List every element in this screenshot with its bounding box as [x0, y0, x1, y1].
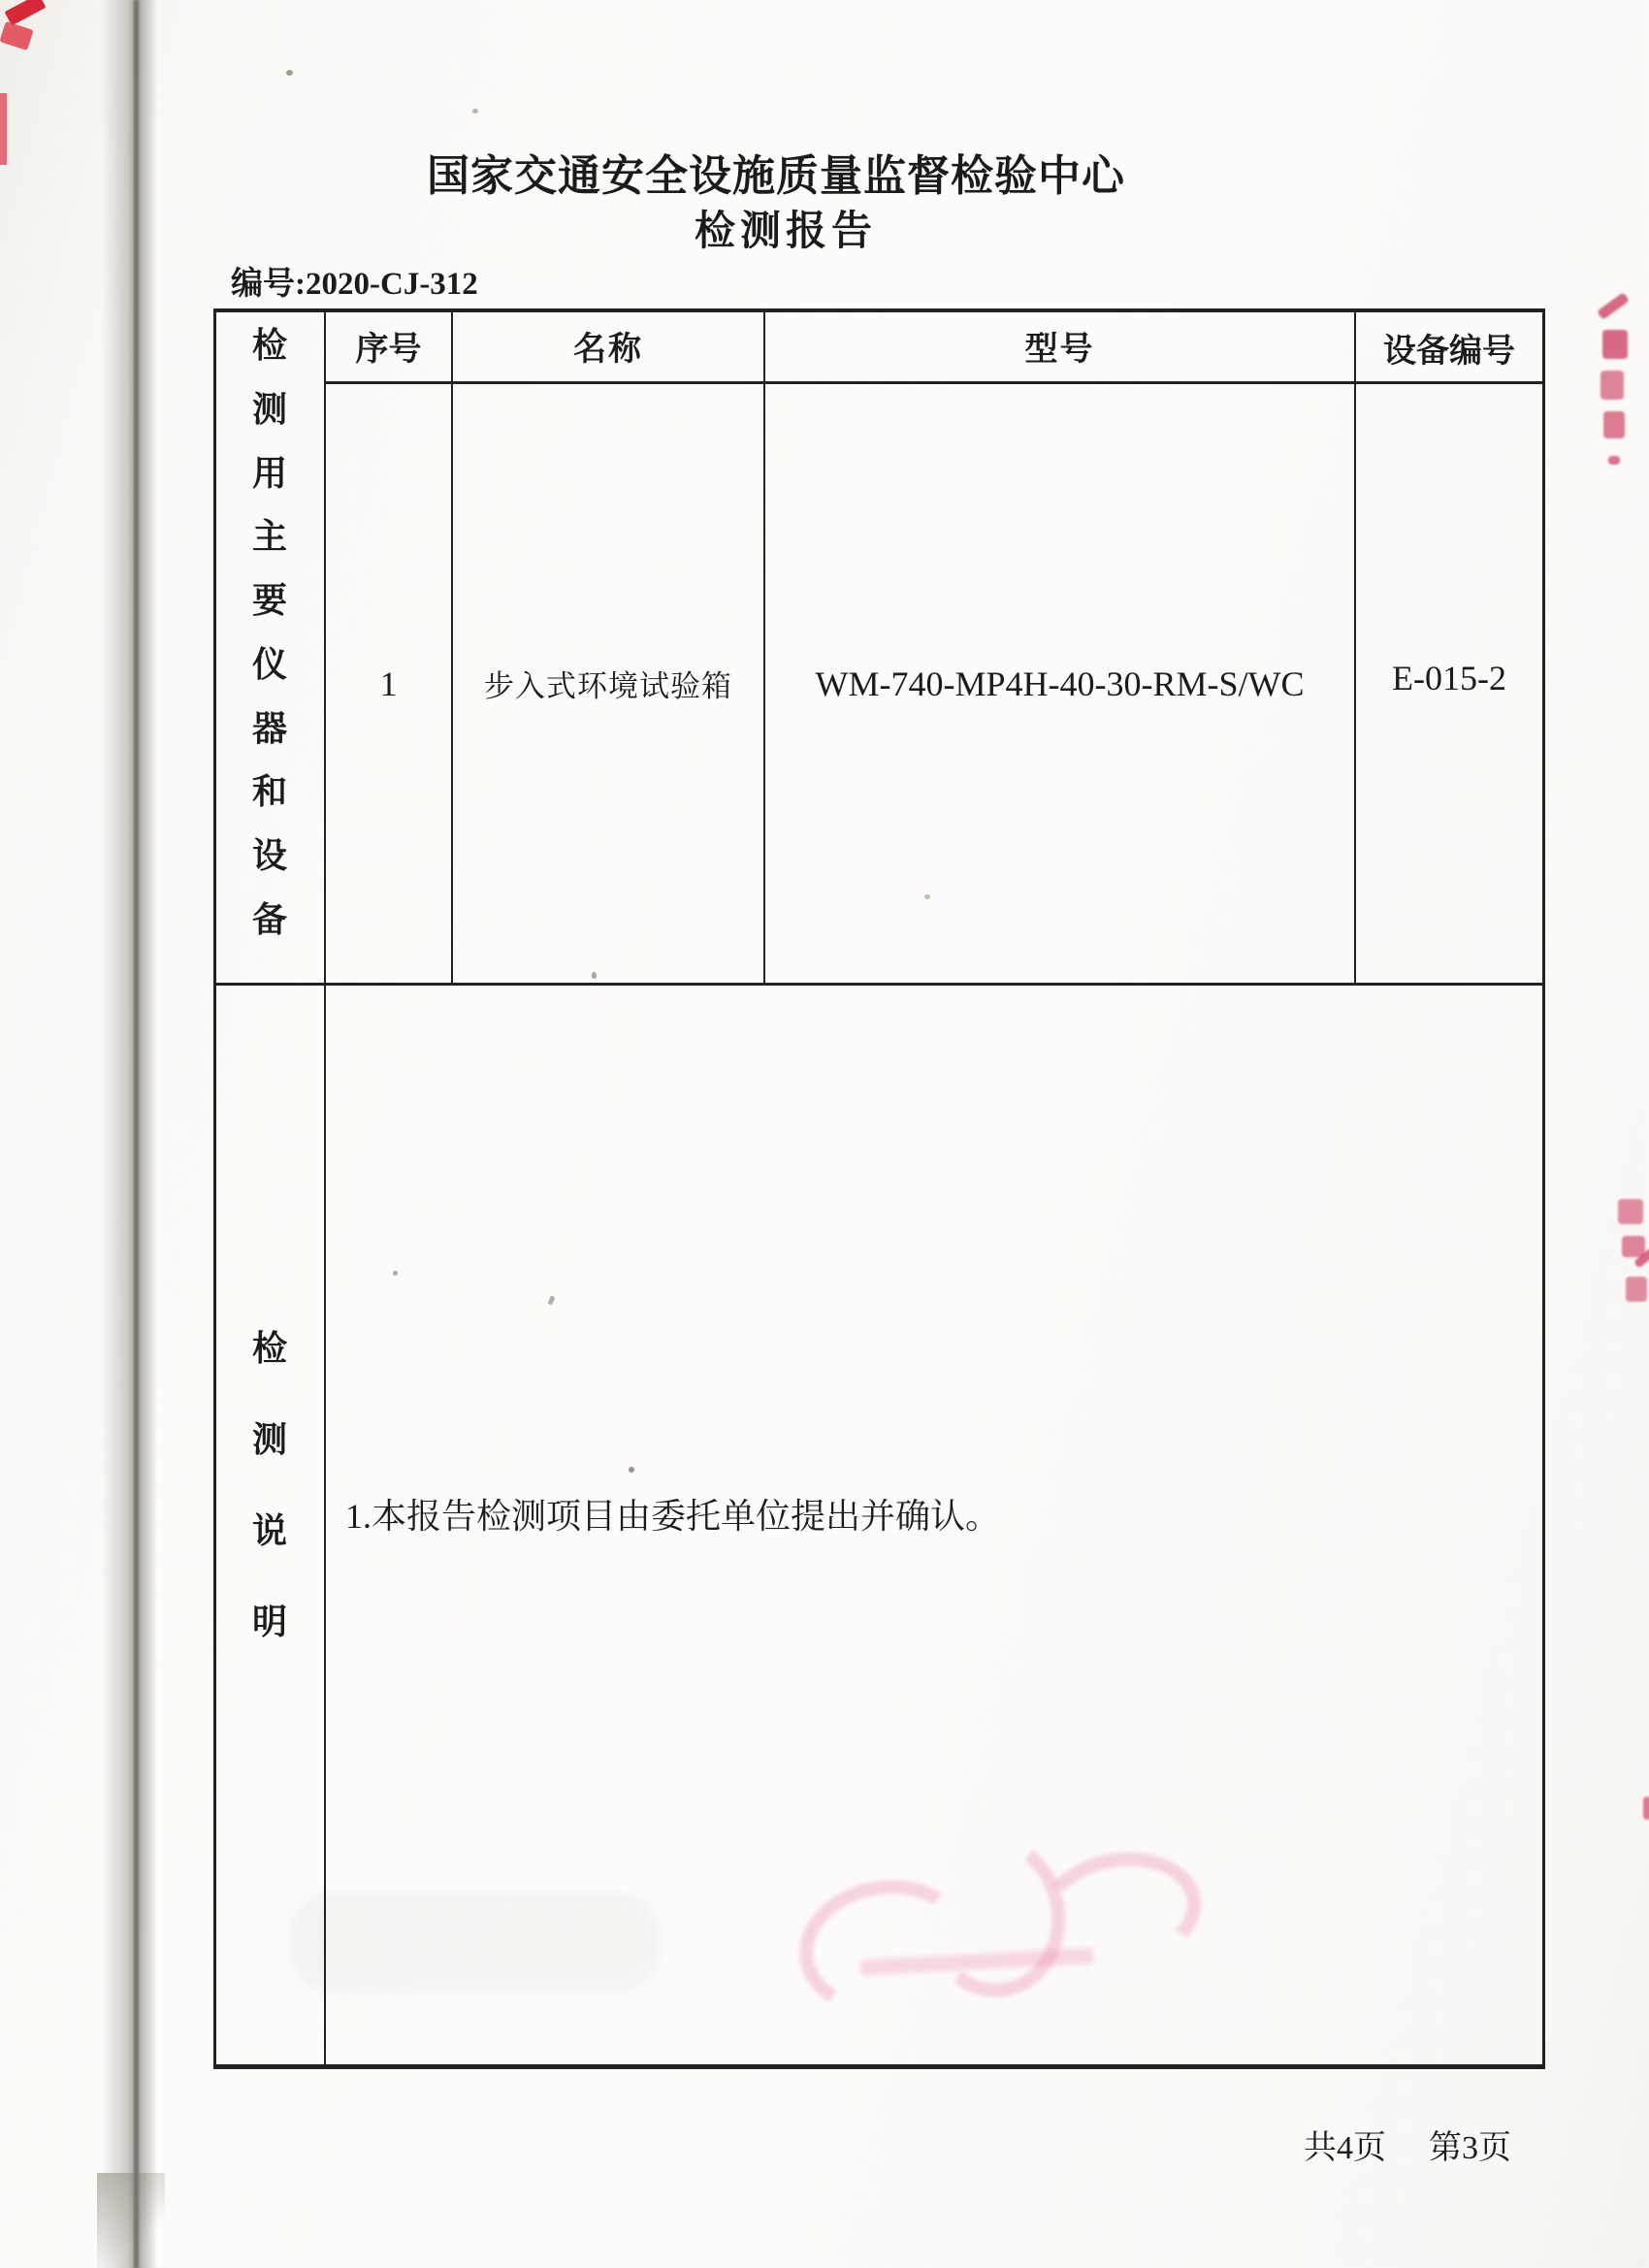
footer-total-pages: 共4页	[1304, 2130, 1386, 2166]
stamp-fragment	[1618, 1199, 1643, 1224]
footer-current-page: 第3页	[1429, 2130, 1511, 2166]
stamp-fragment	[1602, 330, 1628, 359]
page-footer	[1304, 2121, 1511, 2168]
speck	[472, 109, 478, 113]
test-note-text: 1.本报告检测项目由委托单位提出并确认。	[345, 1497, 1001, 1536]
page-corner-shade	[97, 2173, 165, 2268]
stamp-fragment	[1608, 456, 1620, 465]
speck	[629, 1467, 634, 1473]
gray-bleed-smudge	[291, 1894, 660, 1991]
red-corner-mark	[5, 0, 47, 25]
col-header-model: 型号	[1024, 332, 1095, 368]
report-number-value: 2020-CJ-312	[306, 267, 478, 302]
stamp-fragment	[1626, 1277, 1647, 1302]
speck	[286, 70, 293, 76]
equipment-row-equipment-no: E-015-2	[1392, 658, 1506, 697]
stamp-fragment	[1600, 371, 1624, 400]
equipment-row-no: 1	[379, 664, 398, 703]
col-header-name: 名称	[573, 332, 643, 368]
equipment-row-model: WM-740-MP4H-40-30-RM-S/WC	[815, 664, 1305, 703]
speck	[547, 1295, 555, 1305]
section-divider-line	[213, 983, 1545, 986]
table-border-bottom	[213, 2064, 1545, 2069]
stamp-fragment	[1597, 292, 1630, 320]
report-number	[231, 258, 478, 302]
col-header-equipment-no: 设备编号	[1383, 334, 1515, 370]
report-center-title: 国家交通安全设施质量监督检验中心	[427, 152, 1125, 200]
speck	[393, 1271, 398, 1276]
table-border-right	[1542, 308, 1545, 2069]
report-subtitle: 检测报告	[694, 210, 877, 254]
watermark-bleed	[781, 1774, 1218, 2058]
page-left-edge-shadow	[101, 0, 157, 2268]
red-edge-sliver	[0, 93, 7, 165]
row-label-instruments: 检 测 用 主 要 仪 器 和 设 备	[251, 326, 287, 939]
red-corner-mark	[0, 21, 34, 50]
stamp-fragment	[1603, 411, 1625, 438]
row-label-test-notes: 检 测 说 明	[251, 1329, 287, 1641]
page-left-fold-line	[134, 0, 139, 2268]
col-header-no: 序号	[355, 332, 422, 368]
equipment-row-name: 步入式环境试验箱	[484, 669, 732, 703]
report-number-label: 编号:	[231, 267, 306, 302]
stamp-fragment	[1643, 1797, 1649, 1820]
